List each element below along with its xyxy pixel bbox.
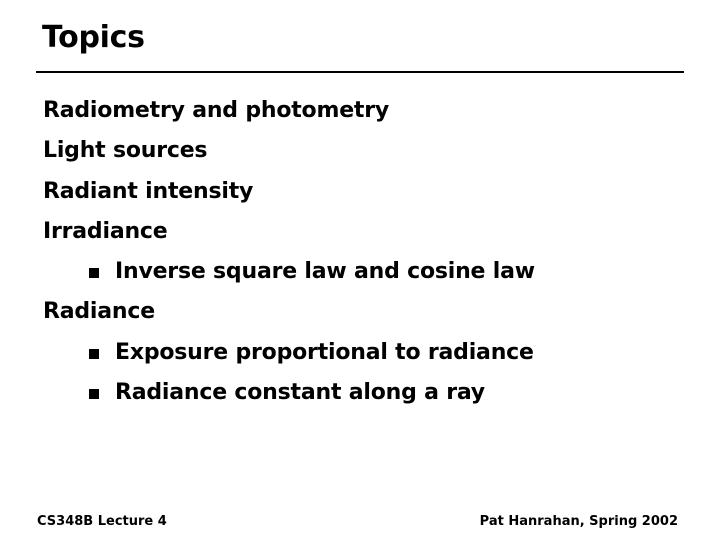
footer-course: CS348B Lecture 4 xyxy=(37,514,167,529)
topic-label: Radiant intensity xyxy=(43,178,254,204)
subtopic-label: Radiance constant along a ray xyxy=(115,380,485,406)
subtopic-label: Exposure proportional to radiance xyxy=(115,339,534,365)
title-divider xyxy=(36,71,684,73)
topic-label: Irradiance xyxy=(43,218,168,244)
square-bullet-icon xyxy=(89,268,99,278)
square-bullet-icon xyxy=(89,349,99,359)
topic-label: Radiance xyxy=(43,299,155,325)
subtopic-item xyxy=(43,252,683,292)
topic-label: Radiometry and photometry xyxy=(43,98,390,123)
topic-item xyxy=(43,131,683,171)
topic-item xyxy=(43,172,683,212)
slide-title: Topics xyxy=(42,20,145,55)
topic-item xyxy=(43,292,683,332)
subtopic-item xyxy=(43,333,683,373)
footer-author: Pat Hanrahan, Spring 2002 xyxy=(479,514,678,529)
subtopic-label: Inverse square law and cosine law xyxy=(115,259,535,285)
square-bullet-icon xyxy=(89,389,99,399)
topic-list xyxy=(43,91,683,413)
subtopic-item xyxy=(43,373,683,413)
topic-item xyxy=(43,91,683,131)
topic-label: Light sources xyxy=(43,138,208,164)
topic-item xyxy=(43,212,683,252)
